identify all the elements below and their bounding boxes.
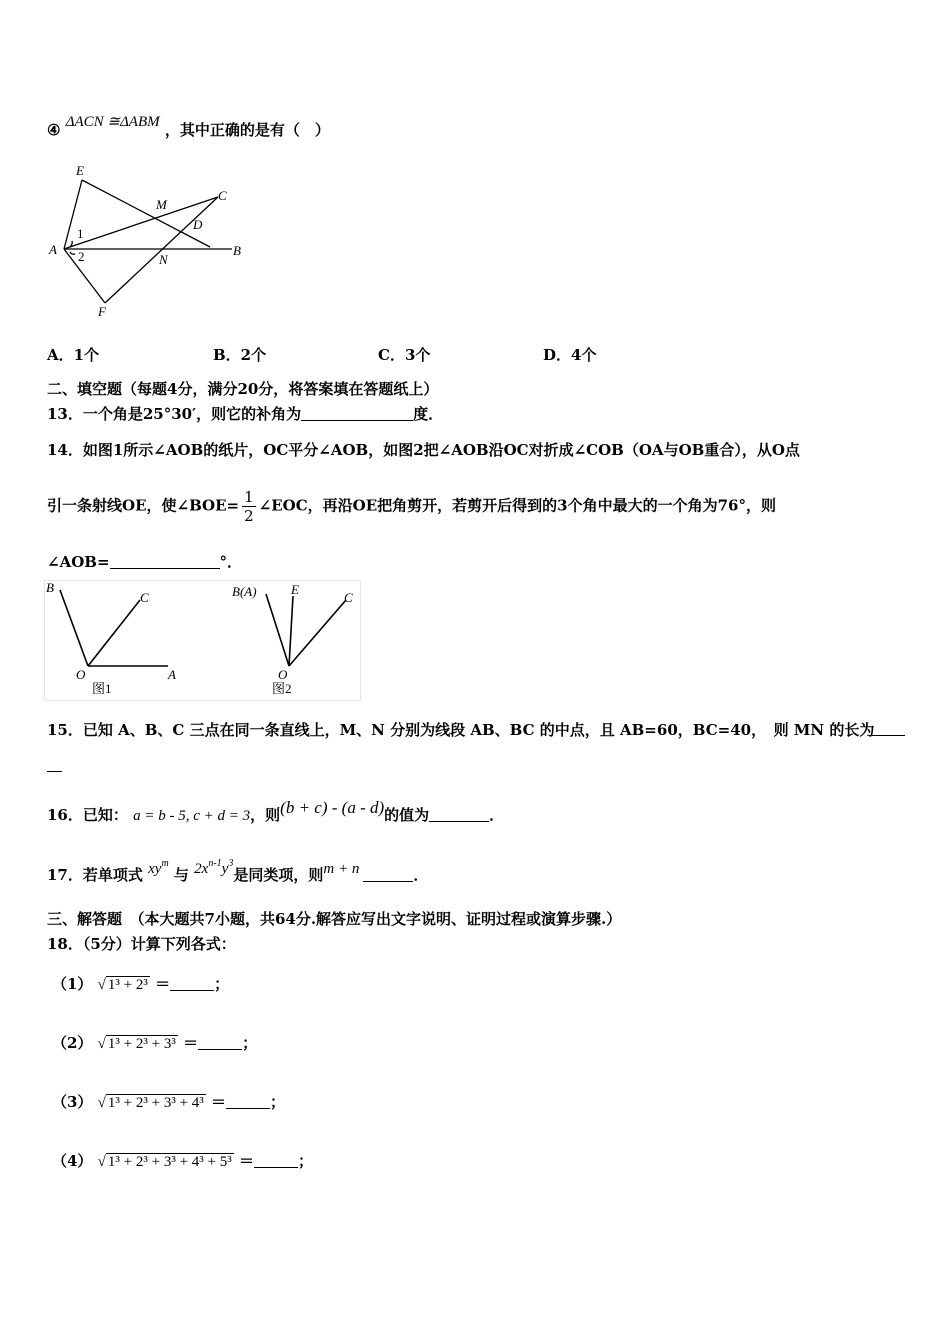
section-3-heading: 三、解答题 （本大题共7小题，共64分.解答应写出文字说明、证明过程或演算步骤.） [47, 910, 622, 928]
fig1-label-b: B [46, 580, 54, 595]
sqrt-expression: √ 1³ + 2³ [97, 977, 148, 993]
q15-blank-cont [47, 771, 62, 772]
option-d: D．4个 [543, 346, 597, 364]
equals: ＝ [155, 975, 171, 993]
equals: ＝ [211, 1093, 227, 1111]
item-end: ； [297, 1152, 313, 1170]
q17-mid: 是同类项，则 [233, 866, 324, 884]
q16 [47, 798, 504, 825]
monomial-1-base: xy [148, 861, 162, 877]
q12-line [47, 112, 330, 140]
item-end: ； [242, 1034, 258, 1052]
q14-line3-end: °． [219, 553, 243, 571]
monomial-2-xexp: n-1 [208, 858, 222, 869]
fig1-caption: 图1 [92, 681, 112, 696]
q12-figure [40, 160, 260, 320]
q14-figures [44, 580, 362, 702]
monomial-2-yexp: 3 [228, 858, 234, 869]
q13 [47, 403, 443, 424]
frac-denominator: 2 [244, 507, 254, 525]
q14-fraction [242, 488, 256, 525]
radicand: 1³ + 2³ + 3³ + 4³ [107, 1095, 204, 1111]
q17-with: 与 [173, 866, 189, 884]
fig2-label-e: E [291, 582, 299, 597]
label-d: D [193, 217, 203, 232]
option-c: C．3个 [378, 346, 431, 364]
sqrt-expression: √ 1³ + 2³ + 3³ [97, 1036, 176, 1052]
radicand: 1³ + 2³ + 3³ + 4³ + 5³ [107, 1154, 232, 1170]
label-a: A [49, 242, 57, 257]
q18-item-3 [52, 1091, 285, 1112]
equals: ＝ [183, 1034, 199, 1052]
label-b: B [233, 243, 241, 258]
equals: ＝ [238, 1152, 254, 1170]
q14-line2 [47, 488, 776, 525]
answer-blank [170, 976, 214, 991]
q16-expression: (b + c) - (a - d) [280, 798, 385, 817]
q15-text: 15．已知 A、B、C 三点在同一条直线上，M、N 分别为线段 AB、BC 的中点，且 AB=60，BC=40， 则 MN 的长为 [47, 721, 875, 739]
option-a: A．1个 [47, 346, 100, 364]
q14-line3 [47, 551, 242, 572]
q13-text: 13．一个角是25°30′，则它的补角为 [47, 405, 302, 423]
label-m: M [156, 197, 167, 212]
q18-item-2 [52, 1032, 257, 1053]
q16-prefix: 16．已知： [47, 806, 128, 824]
q14-line2b: ∠EOC，再沿OE把角剪开，若剪开后得到的3个角中最大的一个角为76°，则 [258, 496, 776, 515]
radicand: 1³ + 2³ [107, 977, 148, 993]
q15-blank [872, 735, 905, 736]
label-e: E [76, 163, 84, 178]
monomial-2-y: y [221, 861, 229, 877]
option-b: B．2个 [213, 346, 267, 364]
q17 [47, 858, 428, 885]
item-label: （1） [52, 975, 93, 993]
monomial-2-x: 2x [194, 861, 209, 877]
frac-numerator: 1 [244, 488, 254, 506]
q17-period: ． [413, 866, 429, 884]
fig2-label-ba: B(A) [232, 584, 257, 599]
item-label: （4） [52, 1152, 93, 1170]
q13-end: 度． [413, 405, 444, 423]
answer-blank [226, 1094, 270, 1109]
fig2-label-o: O [278, 667, 288, 682]
answer-blank [254, 1153, 298, 1168]
label-1: 1 [77, 226, 84, 241]
fig2-caption: 图2 [272, 681, 292, 696]
q14-line3-text: ∠AOB= [47, 553, 110, 571]
sqrt-expression: √ 1³ + 2³ + 3³ + 4³ [97, 1095, 204, 1111]
q16-blank [429, 807, 489, 822]
q16-mid: ，则 [250, 806, 281, 824]
sqrt-expression: √ 1³ + 2³ + 3³ + 4³ + 5³ [97, 1154, 232, 1170]
label-f: F [98, 304, 106, 319]
q17-expression: m + n [323, 861, 360, 877]
item-end: ； [214, 975, 230, 993]
radicand: 1³ + 2³ + 3³ [107, 1036, 176, 1052]
monomial-2 [194, 858, 234, 877]
label-c: C [218, 188, 227, 203]
q17-blank [363, 867, 413, 882]
item-label: （2） [52, 1034, 93, 1052]
fig2-label-c: C [344, 590, 353, 605]
monomial-1 [148, 858, 169, 877]
fig1-label-c: C [140, 590, 149, 605]
item-label: （3） [52, 1093, 93, 1111]
section-2-heading: 二、填空题（每题4分，满分20分，将答案填在答题纸上） [47, 380, 439, 398]
q12-text: ，其中正确的是有（ ） [164, 121, 330, 139]
label-n: N [159, 252, 168, 267]
q14-line2a: 引一条射线OE，使∠BOE= [47, 496, 240, 515]
q15 [47, 719, 874, 740]
q16-end: 的值为 [384, 806, 430, 824]
q13-blank [301, 406, 413, 421]
q16-given: a = b - 5, c + d = 3 [133, 808, 251, 824]
q12-number: ④ [47, 121, 61, 139]
q14-blank [110, 554, 220, 569]
q18-title: 18．（5分）计算下列各式： [47, 935, 236, 953]
q16-period: ． [489, 806, 505, 824]
monomial-1-exp: m [161, 858, 169, 869]
fig1-label-a: A [168, 667, 176, 682]
fig1-label-o: O [76, 667, 86, 682]
q18-item-1 [52, 973, 229, 994]
q14-line1: 14．如图1所示∠AOB的纸片，OC平分∠AOB，如图2把∠AOB沿OC对折成∠COB（OA与OB重合），从O点 [47, 441, 800, 459]
item-end: ； [270, 1093, 286, 1111]
label-2: 2 [78, 249, 85, 264]
q17-prefix: 17．若单项式 [47, 866, 143, 884]
q18-item-4 [52, 1150, 313, 1171]
q12-congruence: ΔACN ≅ΔABM [65, 114, 160, 130]
answer-blank [198, 1035, 242, 1050]
